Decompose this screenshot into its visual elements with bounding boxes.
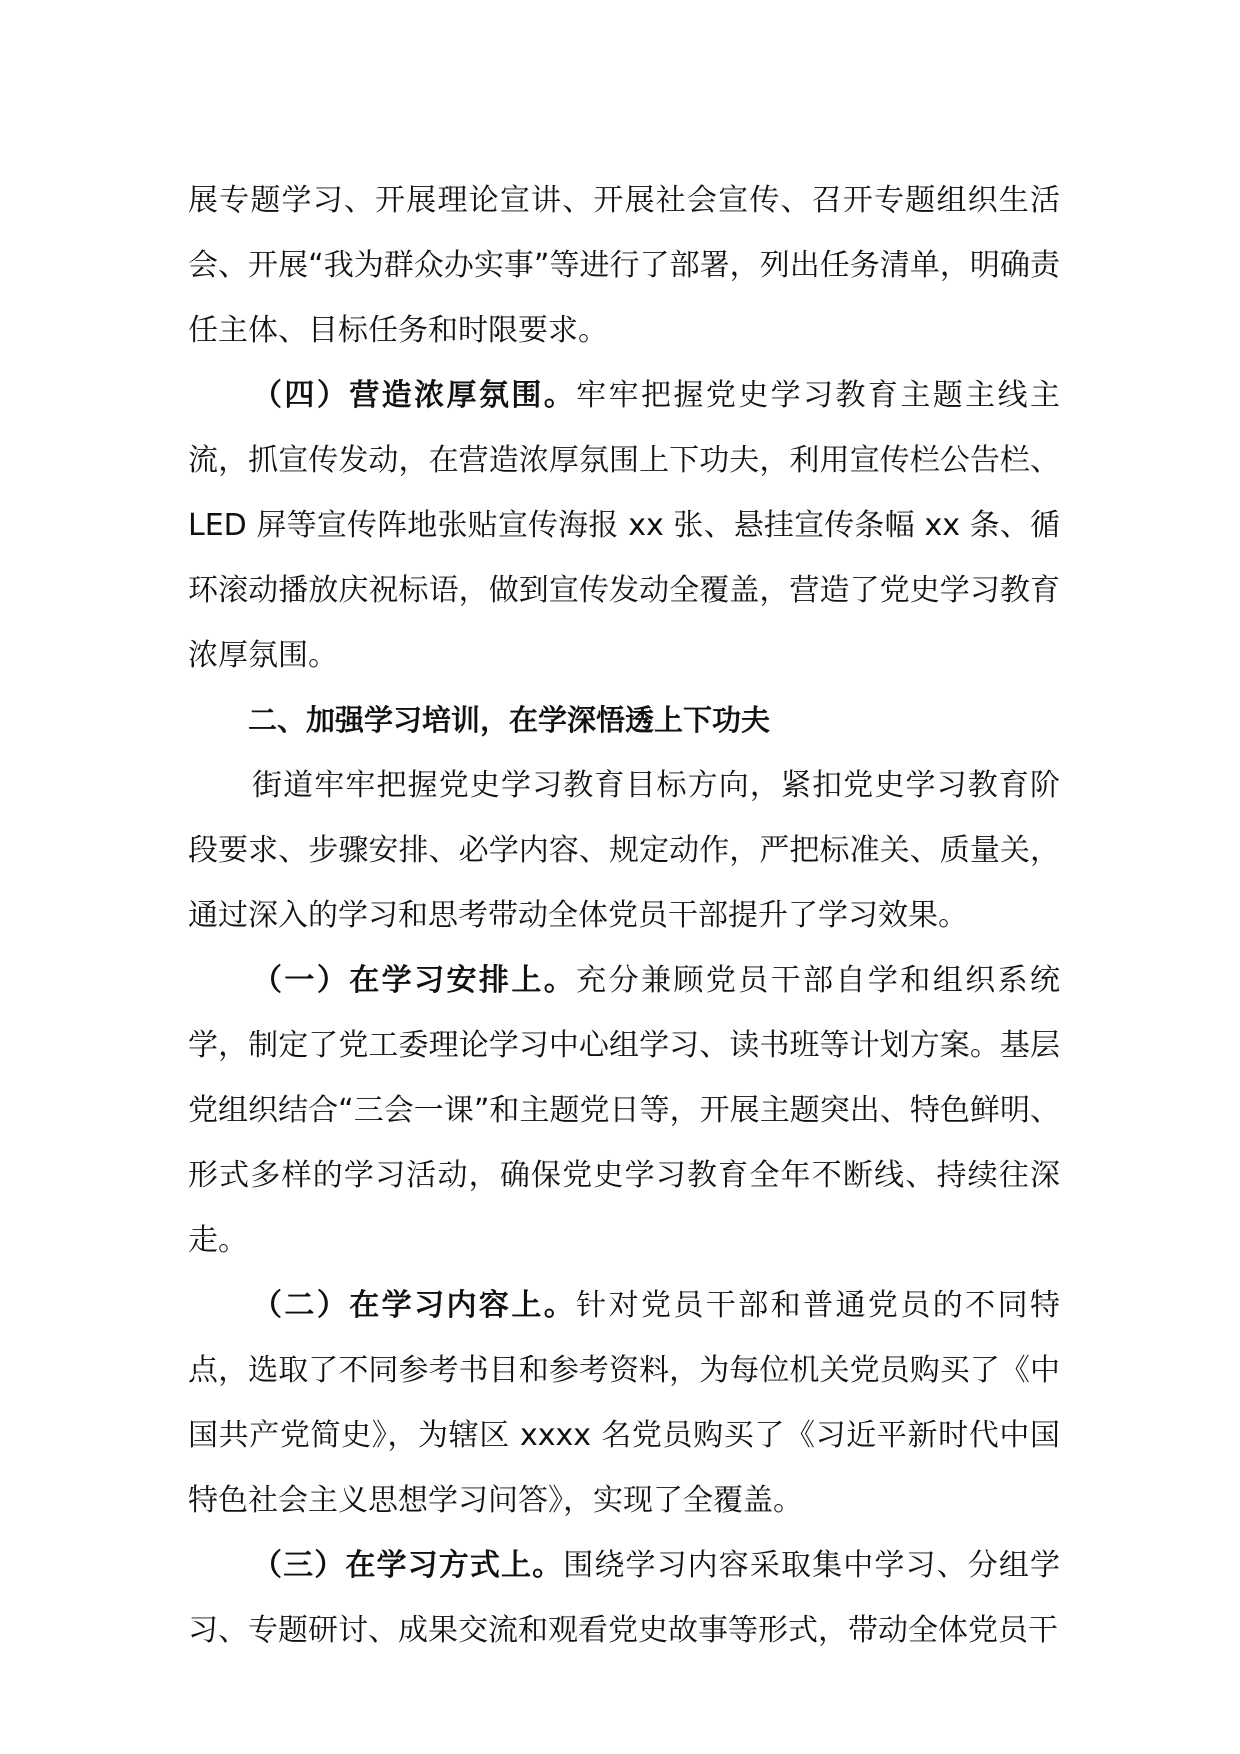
paragraph-study-method bbox=[188, 1533, 1060, 1663]
document-body bbox=[188, 168, 1060, 1663]
paragraph-text: 街道牢牢把握党史学习教育目标方向，紧扣党史学习教育阶段要求、步骤安排、必学内容、规定动作，严把标准关、质量关，通过深入的学习和思考带动全体党员干部提升了学习效果。 bbox=[188, 768, 1060, 933]
paragraph-study-content bbox=[188, 1273, 1060, 1533]
paragraph-create-atmosphere bbox=[188, 363, 1060, 688]
paragraph-lead: （四）营造浓厚氛围。 bbox=[252, 378, 577, 413]
paragraph-text: 围绕学习内容采取集中学习、分组学习、专题研讨、成果交流和观看党史故事等形式，带动全体党员干 bbox=[188, 1548, 1061, 1648]
paragraph-study-arrangement bbox=[188, 948, 1060, 1273]
paragraph-section-intro bbox=[188, 753, 1060, 948]
paragraph-text: 牢牢把握党史学习教育主题主线主流，抓宣传发动，在营造浓厚氛围上下功夫，利用宣传栏公告栏、LED 屏等宣传阵地张贴宣传海报 xx 张、悬挂宣传条幅 xx 条、循环滚动播放庆祝标语，做到宣传发动全覆盖，营造了党史学习教育浓厚氛围。 bbox=[188, 378, 1061, 673]
section-heading: 二、加强学习培训，在学深悟透上下功夫 bbox=[248, 703, 771, 737]
paragraph-lead: （一）在学习安排上。 bbox=[252, 963, 577, 998]
paragraph-text: 针对党员干部和普通党员的不同特点，选取了不同参考书目和参考资料，为每位机关党员购买了《中国共产党简史》，为辖区 xxxx 名党员购买了《习近平新时代中国特色社会主义思想学习问答》，实现了全覆盖。 bbox=[188, 1288, 1061, 1518]
paragraph-continuation bbox=[188, 168, 1060, 363]
paragraph-text: 展专题学习、开展理论宣讲、开展社会宣传、召开专题组织生活会、开展“我为群众办实事”等进行了部署，列出任务清单，明确责任主体、目标任务和时限要求。 bbox=[188, 183, 1060, 348]
paragraph-lead: （三）在学习方式上。 bbox=[252, 1548, 564, 1583]
paragraph-lead: （二）在学习内容上。 bbox=[252, 1288, 577, 1323]
paragraph-text: 充分兼顾党员干部自学和组织系统学，制定了党工委理论学习中心组学习、读书班等计划方案。基层党组织结合“三会一课”和主题党日等，开展主题突出、特色鲜明、形式多样的学习活动，确保党史学习教育全年不断线、持续往深走。 bbox=[188, 963, 1061, 1258]
